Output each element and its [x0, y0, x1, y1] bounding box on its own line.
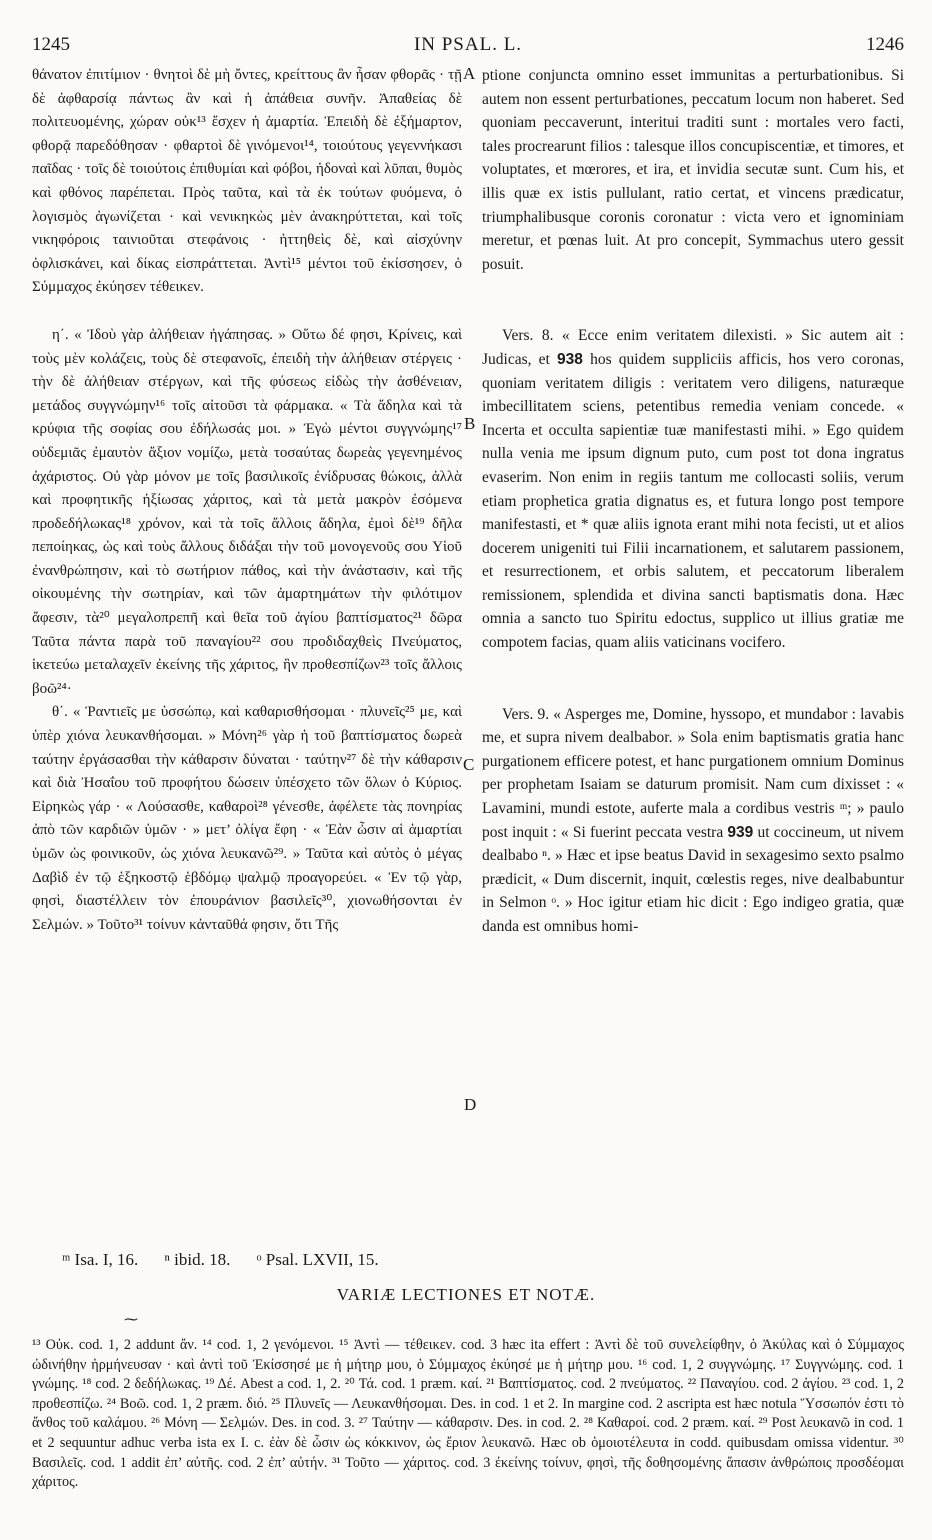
latin-verse-8-text-a: Vers. 8. « Ecce enim veritatem dilexisti. » Sic autem ait : Judicas, et: [482, 327, 904, 368]
latin-verse-9-text-b: ut coccineum, ut nivem dealbabo ⁿ. » Hæc et ipse beatus David in sexagesimo sexto psalmo prædicit, « Dum discernit, inquit, cœlestis reges, nive dealbabuntur in Selmon ᵒ. » Hoc igitur etiam hic dicit : Ego indigeo gratia, quæ danda est omnibus homi-: [482, 823, 904, 935]
greek-paragraph-verse-9: θ΄. « Ῥαντιεῖς με ὑσσώπῳ, καὶ καθαρισθήσομαι · πλυνεῖς²⁵ με, καὶ ὑπὲρ χιόνα λευκανθήσομαι. » Μόνη²⁶ γὰρ ἡ τοῦ βαπτίσματος δωρεὰ ταύτην ἐργάσασθαι τὴν κάθαρσιν δύναται · ταύτην²⁷ δὲ τὴν κάθαρσιν καὶ διὰ Ἠσαΐου τοῦ προφήτου δώσειν ὑπέσχετο τῶν ὅλων ὁ Κύριος. Εἰρηκὼς γάρ · « Λούσασθε, καθαροὶ²⁸ γένεσθε, ἀφέλετε τὰς πονηρίας ἀπὸ τῶν καρδιῶν ὑμῶν · » μετ’ ὀλίγα ἔφη · « Ἐὰν ὦσιν αἱ ἁμαρτίαι ὑμῶν ὡς φοινικοῦν, ὡς χιόνα λευκανῶ²⁹. » Ταῦτα καὶ αὐτὸς ὁ μέγας Δαβὶδ ἐν τῷ ἑξηκοστῷ ἑβδόμῳ ψαλμῷ προαγορεύει. « Ἐν τῷ γὰρ, φησὶ, διαστέλλειν τὸν ἐπουράνιον βασιλεῖς³⁰, χιονωθήσονται ἐν Σελμών. » Τοῦτο³¹ τοίνυν κἀνταῦθά φησιν, ὅτι Τῆς: [32, 704, 462, 933]
greek-column: [32, 64, 462, 937]
notes-text: ¹³ Οὐκ. cod. 1, 2 addunt ἄν. ¹⁴ cod. 1, 2 γενόμενοι. ¹⁵ Ἀντὶ — τέθεικεν. cod. 3 hæc ita effert : Ἀντὶ δὲ τοῦ συνελείφθην, ὁ Ἀκύλας καὶ ὁ Σύμμαχος ὠδινήθην ἡρμήνευσαν · καὶ ἀντὶ τοῦ Ἐκίσσησέ με ἡ μήτηρ μου, ὁ Σύμμαχος ἐκύησέ με ἡ μήτηρ μου. ¹⁶ cod. 1, 2 συγγνώμης. ¹⁷ Συγγνώμης. cod. 1 γνώμης. ¹⁸ cod. 2 δεδήλωκας. ¹⁹ Δέ. Abest a cod. 1, 2. ²⁰ Τά. cod. 1 præm. καί. ²¹ Βαπτίσματος. cod. 2 πνεύματος. ²² Παναγίου. cod. 2 ἁγίου. ²³ cod. 1, 2 προθεσπίζω. ²⁴ Βοῶ. cod. 1, 2 præm. διό. ²⁵ Πλυνεῖς — Λευκανθήσομαι. Des. in cod. 1 et 2. In margine cod. 2 ascripta est hæc notula Ὕσσωπόν ἐστι τὸ ἄνθος τοῦ καλάμου. ²⁶ Μόνη — Σελμών. Des. in cod. 3. ²⁷ Ταύτην — κάθαρσιν. Des. in cod. 2. ²⁸ Καθαροί. cod. 2 præm. καί. ²⁹ Post λευκανῶ in cod. 1 et 2 sequuntur adhuc verba ista ex I. c. ἐὰν δὲ ὦσιν ὡς κόκκινον, ὡς ἔριον λευκανῶ. Hæc ob ὁμοιοτέλευτα in codd. quibusdam omissa videntur. ³⁰ Βασιλεῖς. cod. 1 addit ἐπ’ αὐτῆς. cod. 2 ἐπ’ αὐτήν. ³¹ Τοῦτο — χάριτος. cod. 3 ἐκείνης τοίνυν, φησὶ, τῆς δοθησομένης ἅπασιν ἀνθρώποις προσδέομαι χάριτος.: [32, 1337, 904, 1491]
margin-letter-a: A: [463, 64, 476, 83]
latin-paragraph-verse-8: [482, 324, 904, 654]
running-title: IN PSAL. L.: [413, 34, 523, 55]
scripture-references: [62, 1250, 762, 1270]
footnote-ref-n: ⁿ ibid. 18.: [164, 1250, 231, 1269]
greek-paragraph-1: θάνατον ἐπιτίμιον · θνητοὶ δὲ μὴ ὄντες, κρείττους ἂν ἦσαν φθορᾶς · τῇ δὲ ἀφθαρσίᾳ πάντως ἂν καὶ ἡ ἀπάθεια συνῆν. Ἀπαθείας δὲ πολιτευομένης, χώραν οὐκ¹³ ἔσχεν ἡ ἁμαρτία. Ἐπειδὴ δὲ ἐξήμαρτον, φθορᾷ παρεδόθησαν · φθαρτοὶ δὲ γινόμενοι¹⁴, τοιούτους γεγεννήκασι παῖδας · τοῖς δὲ τοιούτοις ἐπιθυμίαι καὶ φόβοι, ἡδοναὶ καὶ λῦπαι, θυμὸς καὶ φθόνος παρέπεται. Πρὸς ταῦτα, καὶ τὰ ἐκ τούτων φυόμενα, ὁ λογισμὸς ἀγωνίζεται · καὶ νενικηκὼς μὲν ἀνακηρύττεται, καὶ τοῖς νικηφόροις ταινιοῦται στεφάνοις · ἡττηθεὶς δὲ, καὶ αἰσχύνην ὀφλισκάνει, καὶ δίκας εἰσπράττεται. Ἀντὶ¹⁵ μέντοι τοῦ ἐκίσσησεν, ὁ Σύμμαχος ἐκύησεν τέθεικεν.: [32, 67, 462, 296]
latin-verse-9-text-a: Vers. 9. « Asperges me, Domine, hyssopo, et mundabor : lavabis me, et supra nivem dealbabor. » Sola enim baptismatis gratia hanc purgationem efficere potest, et hanc purgationem omnium Dominus per prophetam Isaiam se daturum promisit. Nam cum dixisset : « Lavamini, mundi estote, auferte mala a cordibus vestris ᵐ; » paulo post inquit : « Si fuerint peccata vestra: [482, 705, 904, 841]
margin-letter-b: B: [464, 414, 476, 433]
latin-paragraph-1: ptione conjuncta omnino esset immunitas a perturbationibus. Si autem non essent perturbationes, peccatum locum non haberet. Sed quoniam peccaverunt, interitui traditi sunt : mortales vero facti, tales procrearunt filios : talesque illos concupiscentiæ, et timores, et voluptates, et mœrores, et ira, et invidia secutæ sunt. Cum his, et illis quæ ex istis pullulant, ratio certat, et vincens prædicatur, triumphalibusque coronis coronatur : victa vero et ignominiam meretur, et pœnas luit. At pro concepit, Symmachus utero gessit posuit.: [482, 67, 904, 273]
page-number-left: 1245: [32, 34, 70, 55]
page-number-right: 1246: [866, 34, 904, 55]
latin-paragraph-verse-9: [482, 703, 904, 939]
footnote-ref-m: ᵐ Isa. I, 16.: [62, 1250, 139, 1269]
column-number-939: 939: [727, 823, 754, 841]
latin-verse-8-text-b: hos quidem suppliciis afficis, hos vero coronas, quoniam veritatem diligis : veritatem vero diligens, naturæque imbecillitatem sciens, petentibus remedia veniam concede. « Incerta et occulta sapientiæ tuæ manifestasti mihi. » Ego quidem nulla venia me ipsum dignum puto, cum post tot dona ingratus evaserim. Non enim in regiis tantum me collocasti soliis, verum etiam prophetica gratia dignatus es, et futura longo post tempore manifestasti, et * quæ aliis ignota erant mihi nota fecisti, ut et alios docerem unigeniti tui Filii incarnationem, et salutarem passionem, et resurrectionem, et orbis salutem, et peccatorum liberalem remissionem, splendida et divina sancti baptismatis dona. Hæc omnia a sancto tuo Spiritu edoctus, supplico ut illius gratiæ me compotem facias, quam aliis vaticinans vocifero.: [482, 350, 904, 652]
ornament-icon: ⁓: [124, 1312, 138, 1328]
page-header: [32, 34, 904, 62]
variae-lectiones-heading: VARIÆ LECTIONES ET NOTÆ.: [336, 1285, 596, 1304]
margin-letter-c: C: [463, 755, 475, 774]
latin-column: [482, 64, 904, 939]
column-number-938: 938: [557, 350, 583, 368]
greek-paragraph-verse-8: η΄. « Ἰδοὺ γὰρ ἀλήθειαν ἠγάπησας. » Οὕτω δέ φησι, Κρίνεις, καὶ τοὺς μὲν κολάζεις, τοὺς δὲ στεφανοῖς, ἐπειδὴ τὴν ἀλήθειαν στέργεις · τὴν δὲ ἀλήθειαν στέργων, καὶ τῆς φύσεως εἰδὼς τὴν ἀσθένειαν, μετάδος συγγνώμην¹⁶ τοῖς αἰτοῦσι τὰ φάρμακα. « Τὰ ἄδηλα καὶ τὰ κρύφια τῆς σοφίας σου ἐδήλωσάς μοι. » Ἐγὼ μέντοι συγγνώμης¹⁷ οὐδεμιᾶς ἐμαυτὸν ἄξιον νομίζω, μετὰ τοσαύτας δωρεὰς γεγενημένος ἀχάριστος. Οὐ γὰρ μόνον με τοῖς βασιλικοῖς ἐνίδρυσας θώκοις, ἀλλὰ καὶ προφητικῆς ἠξίωσας χάριτος, καὶ τὰ μετὰ μακρὸν ἐσόμενα προδεδήλωκας¹⁸ χρόνον, καὶ τὰ τοῖς ἄλλοις ἄδηλα, ἐμοὶ δὲ¹⁹ δῆλα πεποίηκας, ὡς καὶ τοὺς ἄλλους διδάξαι τὴν τοῦ μονογενοῦς σου Υἱοῦ ἐνανθρώπησιν, καὶ τὸ σωτήριον πάθος, καὶ τὴν ἀνάστασιν, καὶ τῆς οἰκουμένης τὴν σωτηρίαν, καὶ τῶν ἁμαρτημάτων τὴν φιλότιμον ἄφεσιν, τὰ²⁰ μεγαλοπρεπῆ καὶ θεῖα τοῦ ἁγίου βαπτίσματος²¹ δῶρα Ταῦτα πάντα παρὰ τοῦ παναγίου²² σου προδιδαχθεὶς Πνεύματος, ἱκετεύω μεταλαχεῖν ἐκείνης τῆς χάριτος, ἣν προθεσπίζων²³ τοῖς ἄλλοις βοῶ²⁴·: [32, 326, 462, 697]
footnote-ref-o: ᵒ Psal. LXVII, 15.: [256, 1250, 379, 1269]
variant-readings-notes: [32, 1336, 904, 1493]
margin-letter-d: D: [464, 1095, 477, 1114]
